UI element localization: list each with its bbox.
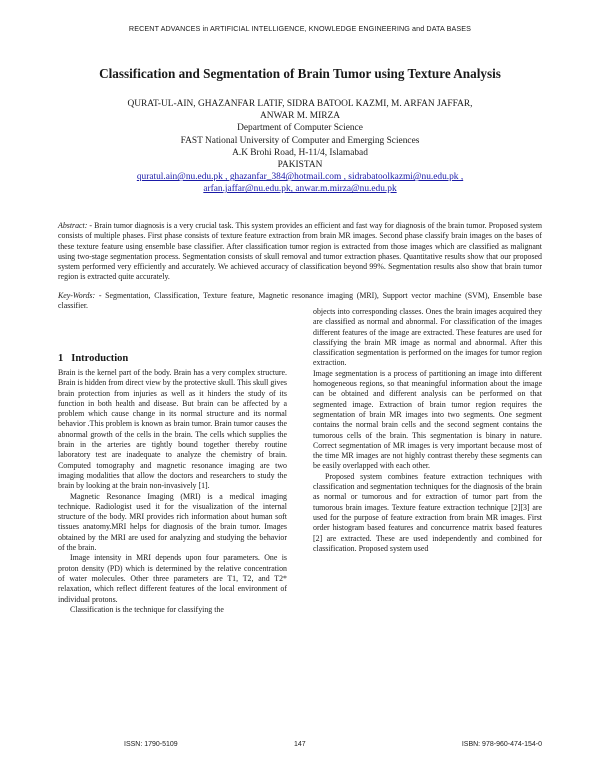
affiliation-university: FAST National University of Computer and Emerging Sciences [180,135,420,146]
section-title: Introduction [71,353,129,364]
page-number: 147 [294,741,306,748]
author-emails-line-2[interactable]: arfan.jaffar@nu.edu.pk, anwar.m.mirza@nu.edu.pk [203,184,397,195]
paragraph: Proposed system combines feature extraction techniques with classification and segmentation techniques for the diagnosis of the brain as normal or tumorous and for extraction of tumor part from the tumorous brain images. Texture feature extraction technique [2][3] are used for the purpose of feature extraction from brain MR images. First order histogram based features and concurrence matrix based features [2] are extracted. These are used independently and combined for classification. Proposed system used [313,471,542,553]
abstract-label: Abstract: [58,221,88,230]
paragraph: Image segmentation is a process of partitioning an image into different homogeneous regions, so that meaningful information about the image can be obtained and different analysis can be performed on that segmented image. Extraction of brain tumor region requires the segmentation of brain MR images into two segments. One segment contains the normal brain cells and the second segment contains the tumorous cells of the brain. This segmentation is binary in nature. Correct segmentation of MR images is very important because most of the time MR images are not highly contrast thereby these segments can be easily overlapped with each other. [313,368,542,471]
paragraph: objects into corresponding classes. Ones the brain images acquired they are classified as normal and abnormal. For classification of the images different features of the image are extracted. These features are used for classifying the brain MR image as normal and abnormal. After this classification segmentation is performed on the images for tumor region extraction. [313,307,542,368]
paper-title: Classification and Segmentation of Brain Tumor using Texture Analysis [99,66,501,81]
right-column [313,307,542,554]
affiliation-address: A.K Brohi Road, H-11/4, Islamabad [232,147,368,158]
footer-issn: ISSN: 1790-5109 [124,741,178,748]
section-heading [58,353,287,365]
paragraph: Magnetic Resonance Imaging (MRI) is a medical imaging technique. Radiologist used it for the visualization of the internal structure of the body. MRI provides rich information about human soft tissues anatomy.MRI helps for diagnosis of the brain tumor. Images obtained by the MRI are used for analyzing and studying the behavior of the brain. [58,491,287,553]
paragraph: Brain is the kernel part of the body. Brain has a very complex structure. Brain is hidden from direct view by the protective skull. This skull gives brain protection from injuries as well as it hinders the study of its function in both health and disease. But brain can be affected by a problem which cause change in its normal structure and its normal behavior .This problem is known as brain tumor. Brain tumor causes the abnormal growth of the cells in the brain. The cells which supplies the brain in the arteries are tightly bound together thereby routine laboratory test are inadequate to analyze the chemistry of brain. Computed tomography and magnetic resonance imaging are two imaging modalities that allow the doctors and researchers to study the brain by looking at the brain non-invasively [1]. [58,368,287,491]
keywords-text: - Segmentation, Classification, Texture feature, Magnetic resonance imaging (MRI), Support vector machine (SVM), Ensemble base classifier. [58,291,542,311]
affiliation-department: Department of Computer Science [237,123,363,134]
abstract [58,221,542,283]
abstract-text: - Brain tumor diagnosis is a very crucial task. This system provides an efficient and fast way for diagnosis of the brain tumor. Proposed system consists of multiple phases. First phase consists of texture feature extraction from brain MR images. Second phase classify brain images on the bases of these texture feature using ensemble base classifier. After classification tumor region is extracted from those images which are classified as malignant using two-stage segmentation process. Segmentation consists of skull removal and tumor extraction phases. Quantitative results show that our proposed system performed very efficiently and accurately. We achieved accuracy of classification beyond 99%. Segmentation results also show that brain tumor region is extracted quite accurately. [58,221,542,282]
author-names-line-2: ANWAR M. MIRZA [260,111,340,122]
author-block [60,98,540,196]
footer-isbn: ISBN: 978-960-474-154-0 [461,741,542,748]
author-emails-line-1[interactable]: quratul.ain@nu.edu.pk , ghazanfar_384@hotmail.com , sidrabatoolkazmi@nu.edu.pk , [136,172,464,183]
author-names-line-1: QURAT-UL-AIN, GHAZANFAR LATIF, SIDRA BATOOL KAZMI, M. ARFAN JAFFAR, [127,99,473,109]
affiliation-country: PAKISTAN [277,160,323,171]
journal-header: RECENT ADVANCES in ARTIFICIAL INTELLIGENCE, KNOWLEDGE ENGINEERING and DATA BASES [128,24,472,33]
section-number: 1 [58,353,64,364]
keywords-label: Key-Words: [58,291,96,300]
paragraph: Image intensity in MRI depends upon four parameters. One is proton density (PD) which is determined by the relative concentration of water molecules. Other three parameters are T1, T2, and T2* relaxation, which reflect different features of the local environment of individual protons. [58,553,287,604]
paragraph: Classification is the technique for classifying the [70,604,224,614]
left-column [58,353,287,615]
page-footer [58,741,542,751]
